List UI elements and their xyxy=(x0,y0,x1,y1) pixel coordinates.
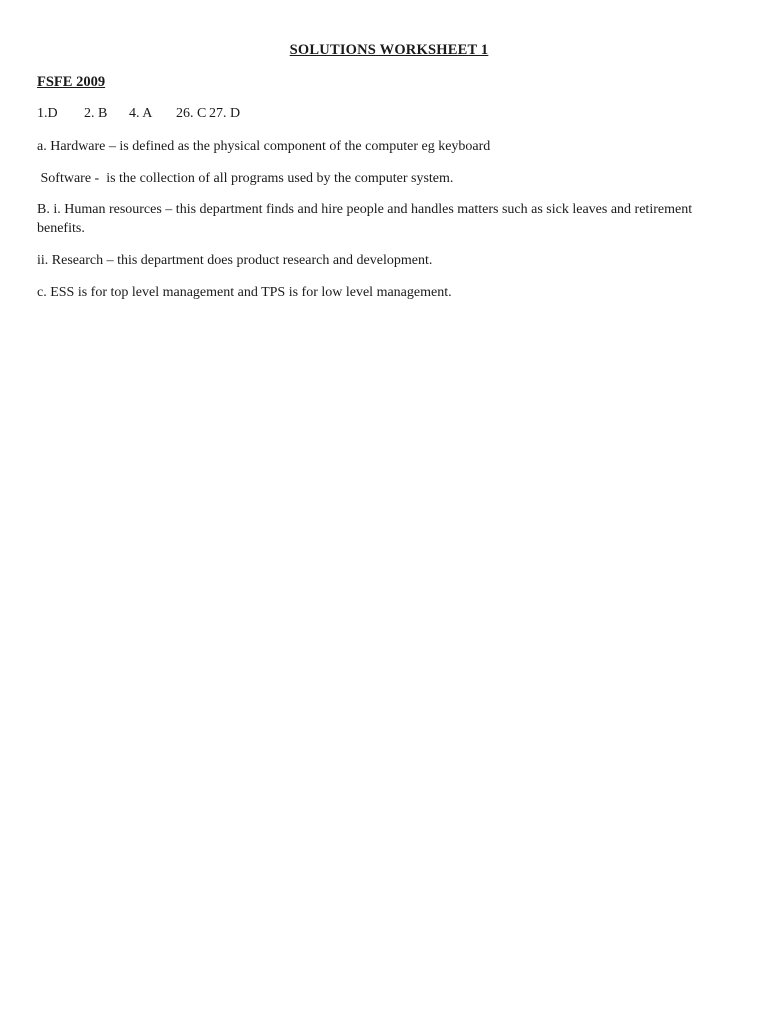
answer-27: 27. D xyxy=(209,106,241,121)
answer-4: 4. A xyxy=(129,106,153,121)
answer-1: 1.D xyxy=(37,106,58,121)
document-title: SOLUTIONS WORKSHEET 1 xyxy=(289,42,489,58)
answer-2: 2. B xyxy=(84,106,108,121)
answer-key-row xyxy=(37,104,240,123)
paragraph-research: ii. Research – this department does product research and development. xyxy=(37,253,433,268)
paragraph-human-resources: B. i. Human resources – this department finds and hire people and handles matters such as sick leaves and retirement benefits. xyxy=(37,202,693,236)
answer-26: 26. C xyxy=(176,106,207,121)
paragraph-ess-tps: c. ESS is for top level management and TPS is for low level management. xyxy=(37,285,452,300)
paragraph-hardware: a. Hardware – is defined as the physical component of the computer eg keyboard xyxy=(37,139,491,154)
section-heading: FSFE 2009 xyxy=(37,74,106,90)
paragraph-software: Software - is the collection of all programs used by the computer system. xyxy=(37,171,454,186)
